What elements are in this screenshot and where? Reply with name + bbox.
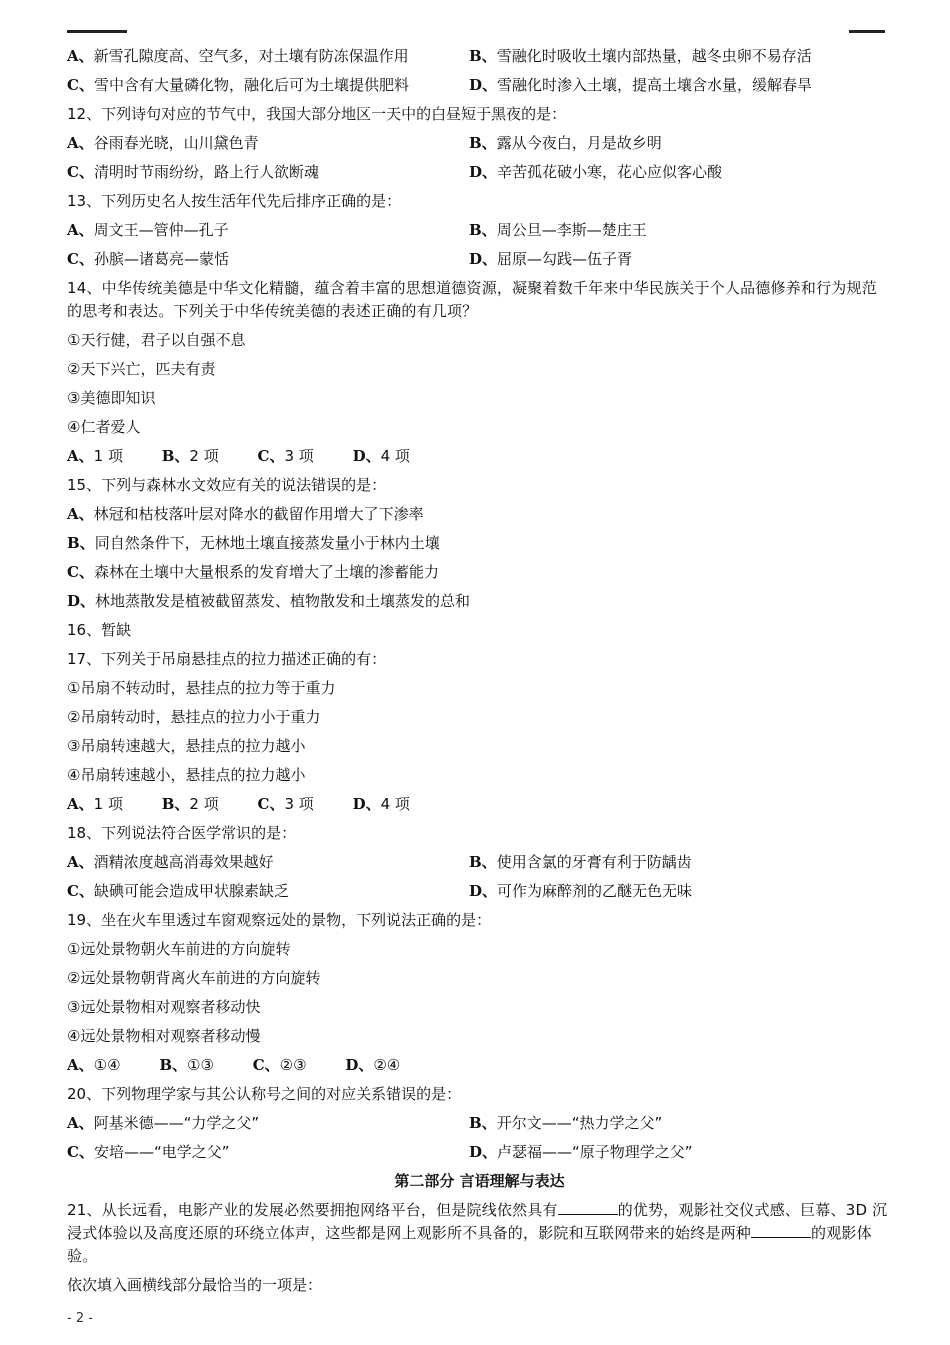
q15-stem: 15、下列与森林水文效应有关的说法错误的是： bbox=[67, 476, 387, 494]
q15-option-d: D、林地蒸散发是植被截留蒸发、植物散发和土壤蒸发的总和 bbox=[67, 592, 471, 610]
q17-item-3: ③吊扇转速越大，悬挂点的拉力越小 bbox=[67, 737, 306, 755]
q14-item-2: ②天下兴亡，匹夫有责 bbox=[67, 360, 216, 378]
q17-stem: 17、下列关于吊扇悬挂点的拉力描述正确的有： bbox=[67, 650, 387, 668]
q12-option-d: D、辛苦孤花破小寒，花心应似客心酸 bbox=[469, 163, 723, 181]
q19-options bbox=[67, 1051, 892, 1080]
q14-option-c: C、3 项 bbox=[257, 447, 314, 465]
header-rule-left bbox=[67, 30, 127, 33]
q21-blank-1 bbox=[558, 1200, 618, 1215]
q19-option-c: C、②③ bbox=[252, 1056, 307, 1074]
q15-option-c: C、森林在土壤中大量根系的发育增大了土壤的渗蓄能力 bbox=[67, 563, 439, 581]
q13-option-a: A、周文王—管仲—孔子 bbox=[67, 221, 229, 239]
q14-stem: 14、中华传统美德是中华文化精髓，蕴含着丰富的思想道德资源，凝聚着数千年来中华民族关于个人品德修养和行为规范的思考和表达。下列关于中华传统美德的表述正确的有几项？ bbox=[67, 279, 877, 320]
q12-option-b: B、露从今夜白，月是故乡明 bbox=[469, 134, 662, 152]
q14-item-4: ④仁者爱人 bbox=[67, 418, 141, 436]
q14-option-b: B、2 项 bbox=[161, 447, 219, 465]
q11-options-row-1 bbox=[67, 42, 892, 71]
q20-option-c: C、安培——“电学之父” bbox=[67, 1143, 230, 1161]
q14-item-3: ③美德即知识 bbox=[67, 389, 156, 407]
q17-item-4: ④吊扇转速越小，悬挂点的拉力越小 bbox=[67, 766, 306, 784]
q12-options-row-1 bbox=[67, 129, 892, 158]
q15-option-b: B、同自然条件下，无林地土壤直接蒸发量小于林内土壤 bbox=[67, 534, 440, 552]
q14-item-1: ①天行健，君子以自强不息 bbox=[67, 331, 246, 349]
q17-option-a: A、1 项 bbox=[67, 795, 123, 813]
q19-item-2: ②远处景物朝背离火车前进的方向旋转 bbox=[67, 969, 321, 987]
q20-option-a: A、阿基米德——“力学之父” bbox=[67, 1114, 260, 1132]
q20-option-d: D、卢瑟福——“原子物理学之父” bbox=[469, 1143, 693, 1161]
q18-options-row-2 bbox=[67, 877, 892, 906]
q19-option-a: A、①④ bbox=[67, 1056, 121, 1074]
page-number: - 2 - bbox=[67, 1311, 93, 1326]
q20-options-row-1 bbox=[67, 1109, 892, 1138]
q13-option-b: B、周公旦—李斯—楚庄王 bbox=[469, 221, 647, 239]
q17-item-1: ①吊扇不转动时，悬挂点的拉力等于重力 bbox=[67, 679, 336, 697]
q14-option-d: D、4 项 bbox=[352, 447, 410, 465]
header-rule-right bbox=[849, 30, 885, 33]
q11-option-d: D、雪融化时渗入土壤，提高土壤含水量，缓解春旱 bbox=[469, 76, 813, 94]
q19-item-1: ①远处景物朝火车前进的方向旋转 bbox=[67, 940, 291, 958]
q12-stem: 12、下列诗句对应的节气中，我国大部分地区一天中的白昼短于黑夜的是： bbox=[67, 105, 567, 123]
q20-stem: 20、下列物理学家与其公认称号之间的对应关系错误的是： bbox=[67, 1085, 462, 1103]
q17-option-c: C、3 项 bbox=[257, 795, 314, 813]
q18-option-b: B、使用含氯的牙膏有利于防龋齿 bbox=[469, 853, 692, 871]
q19-item-3: ③远处景物相对观察者移动快 bbox=[67, 998, 261, 1016]
q11-option-c: C、雪中含有大量磷化物，融化后可为土壤提供肥料 bbox=[67, 76, 409, 94]
q17-option-b: B、2 项 bbox=[161, 795, 219, 813]
q21-instruction: 依次填入画横线部分最恰当的一项是： bbox=[67, 1276, 323, 1294]
q21-stem: 21、从长远看，电影产业的发展必然要拥抱网络平台，但是院线依然具有 的优势，观影社交仪式感、巨幕、3D 沉浸式体验以及高度还原的环绕立体声，这些都是网上观影所不具备的，影院和互联网带来的始终是两种 的观影体验。 bbox=[67, 1201, 888, 1265]
q20-options-row-2 bbox=[67, 1138, 892, 1167]
q11-options-row-2 bbox=[67, 71, 892, 100]
q13-option-d: D、屈原—勾践—伍子胥 bbox=[469, 250, 633, 268]
q13-option-c: C、孙膑—诸葛亮—蒙恬 bbox=[67, 250, 229, 268]
q16-stem: 16、暂缺 bbox=[67, 621, 132, 639]
q18-option-a: A、酒精浓度越高消毒效果越好 bbox=[67, 853, 274, 871]
q19-option-d: D、②④ bbox=[345, 1056, 401, 1074]
q12-options-row-2 bbox=[67, 158, 892, 187]
q13-options-row-2 bbox=[67, 245, 892, 274]
q13-stem: 13、下列历史名人按生活年代先后排序正确的是： bbox=[67, 192, 402, 210]
q17-option-d: D、4 项 bbox=[352, 795, 410, 813]
q19-item-4: ④远处景物相对观察者移动慢 bbox=[67, 1027, 261, 1045]
q21-blank-2 bbox=[751, 1223, 811, 1238]
q20-option-b: B、开尔文——“热力学之父” bbox=[469, 1114, 663, 1132]
q11-option-b: B、雪融化时吸收土壤内部热量，越冬虫卵不易存活 bbox=[469, 47, 812, 65]
q19-stem: 19、坐在火车里透过车窗观察远处的景物，下列说法正确的是： bbox=[67, 911, 492, 929]
q12-option-c: C、清明时节雨纷纷，路上行人欲断魂 bbox=[67, 163, 319, 181]
q18-option-d: D、可作为麻醉剂的乙醚无色无味 bbox=[469, 882, 693, 900]
q14-option-a: A、1 项 bbox=[67, 447, 123, 465]
section-2-title: 第二部分 言语理解与表达 bbox=[394, 1172, 565, 1190]
q17-item-2: ②吊扇转动时，悬挂点的拉力小于重力 bbox=[67, 708, 321, 726]
q18-stem: 18、下列说法符合医学常识的是： bbox=[67, 824, 297, 842]
q19-option-b: B、①③ bbox=[159, 1056, 214, 1074]
q11-option-a: A、新雪孔隙度高、空气多，对土壤有防冻保温作用 bbox=[67, 47, 409, 65]
q13-options-row-1 bbox=[67, 216, 892, 245]
q18-option-c: C、缺碘可能会造成甲状腺素缺乏 bbox=[67, 882, 289, 900]
exam-page-content bbox=[67, 42, 892, 1300]
q12-option-a: A、谷雨春光晓，山川黛色青 bbox=[67, 134, 259, 152]
q17-options bbox=[67, 790, 892, 819]
q15-option-a: A、林冠和枯枝落叶层对降水的截留作用增大了下渗率 bbox=[67, 505, 424, 523]
q14-options bbox=[67, 442, 892, 471]
q18-options-row-1 bbox=[67, 848, 892, 877]
